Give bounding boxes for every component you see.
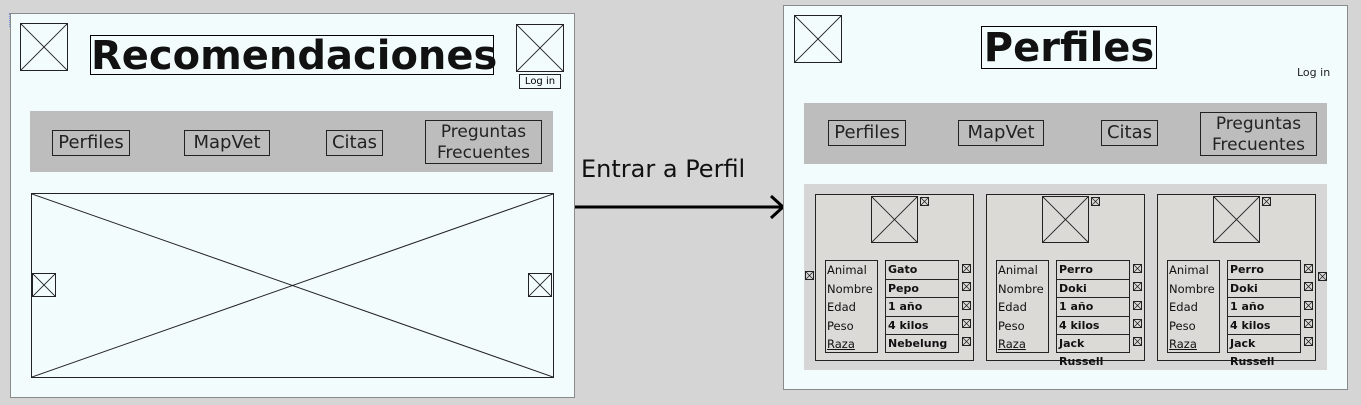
label-nombre: Nombre: [998, 281, 1044, 296]
profile-card[interactable]: [1157, 194, 1316, 368]
nav-perfiles[interactable]: Perfiles: [828, 120, 906, 146]
logo-placeholder: [20, 23, 68, 71]
carousel-image-placeholder: [31, 193, 554, 378]
image-icon: [920, 197, 929, 206]
value-edad: 1 año: [1057, 298, 1129, 317]
label-animal: Animal: [827, 263, 867, 277]
field-labels: [996, 260, 1049, 353]
edit-icon[interactable]: [962, 282, 971, 291]
edit-icon[interactable]: [1133, 319, 1142, 328]
login-button[interactable]: Log in: [519, 74, 561, 89]
image-icon: [1262, 197, 1271, 206]
field-values: [1056, 260, 1130, 368]
nav-mapvet[interactable]: MapVet: [958, 120, 1044, 146]
nav-mapvet[interactable]: MapVet: [184, 130, 270, 156]
value-peso: 4 kilos: [1228, 317, 1300, 336]
profile-card[interactable]: [986, 194, 1145, 368]
value-nombre: Doki: [1228, 280, 1300, 299]
value-nombre: Doki: [1057, 280, 1129, 299]
value-animal: Perro: [1057, 261, 1129, 280]
nav-citas[interactable]: Citas: [1101, 120, 1158, 146]
perfiles-frame: [783, 5, 1348, 390]
label-peso: Peso: [1169, 318, 1196, 333]
field-labels: [1167, 260, 1220, 353]
edit-icon[interactable]: [962, 264, 971, 273]
edit-icon[interactable]: [1304, 337, 1313, 346]
nav-preguntas-frecuentes[interactable]: Preguntas Frecuentes: [425, 120, 542, 164]
field-values: [885, 260, 959, 353]
label-peso: Peso: [998, 318, 1025, 333]
label-edad: Edad: [827, 300, 856, 314]
page-title: Perfiles: [981, 26, 1157, 69]
profile-card[interactable]: [815, 194, 974, 361]
label-nombre: Nombre: [1169, 281, 1215, 296]
logo-placeholder: [794, 15, 842, 63]
edit-icon[interactable]: [1133, 264, 1142, 273]
field-labels: [825, 260, 878, 353]
edit-icon[interactable]: [1133, 337, 1142, 346]
value-peso: 4 kilos: [886, 317, 958, 336]
edit-icon[interactable]: [962, 301, 971, 310]
edit-icon[interactable]: [962, 337, 971, 346]
value-nombre: Pepo: [886, 280, 958, 299]
value-raza: Nebelung: [888, 337, 948, 350]
value-edad: 1 año: [1228, 298, 1300, 317]
edit-icon[interactable]: [1304, 264, 1313, 273]
edit-icon[interactable]: [962, 319, 971, 328]
profiles-next-arrow[interactable]: [1318, 272, 1327, 281]
label-animal: Animal: [1169, 263, 1209, 277]
edit-icon[interactable]: [1304, 319, 1313, 328]
recomendaciones-frame: [10, 13, 575, 398]
profiles-prev-arrow[interactable]: [805, 271, 814, 280]
label-peso: Peso: [827, 318, 854, 333]
value-raza: Jack Russell: [1230, 337, 1275, 368]
label-raza: Raza: [998, 337, 1026, 351]
image-icon: [1091, 197, 1100, 206]
transition-label: Entrar a Perfil: [581, 155, 746, 183]
label-raza: Raza: [1169, 337, 1197, 351]
label-edad: Edad: [998, 300, 1027, 314]
edit-icon[interactable]: [1304, 282, 1313, 291]
edit-icon[interactable]: [1133, 301, 1142, 310]
label-edad: Edad: [1169, 300, 1198, 314]
carousel-prev-arrow[interactable]: [32, 273, 56, 297]
label-raza: Raza: [827, 337, 855, 351]
value-raza: Jack Russell: [1059, 337, 1104, 368]
edit-icon[interactable]: [1133, 282, 1142, 291]
value-edad: 1 año: [886, 298, 958, 317]
field-values: [1227, 260, 1301, 368]
nav-preguntas-frecuentes[interactable]: Preguntas Frecuentes: [1200, 112, 1317, 156]
transition-arrow: [575, 192, 790, 222]
nav-perfiles[interactable]: Perfiles: [52, 130, 130, 156]
pet-photo-placeholder: [1213, 196, 1260, 243]
login-link[interactable]: Log in: [1297, 66, 1331, 79]
carousel-next-arrow[interactable]: [528, 273, 552, 297]
nav-citas[interactable]: Citas: [326, 130, 383, 156]
edit-icon[interactable]: [1304, 301, 1313, 310]
pet-photo-placeholder: [1042, 196, 1089, 243]
user-avatar-placeholder: [516, 24, 564, 72]
value-peso: 4 kilos: [1057, 317, 1129, 336]
value-animal: Gato: [886, 261, 958, 280]
page-title: Recomendaciones: [91, 33, 498, 79]
label-animal: Animal: [998, 263, 1038, 277]
pet-photo-placeholder: [871, 196, 918, 243]
value-animal: Perro: [1228, 261, 1300, 280]
label-nombre: Nombre: [827, 281, 873, 296]
